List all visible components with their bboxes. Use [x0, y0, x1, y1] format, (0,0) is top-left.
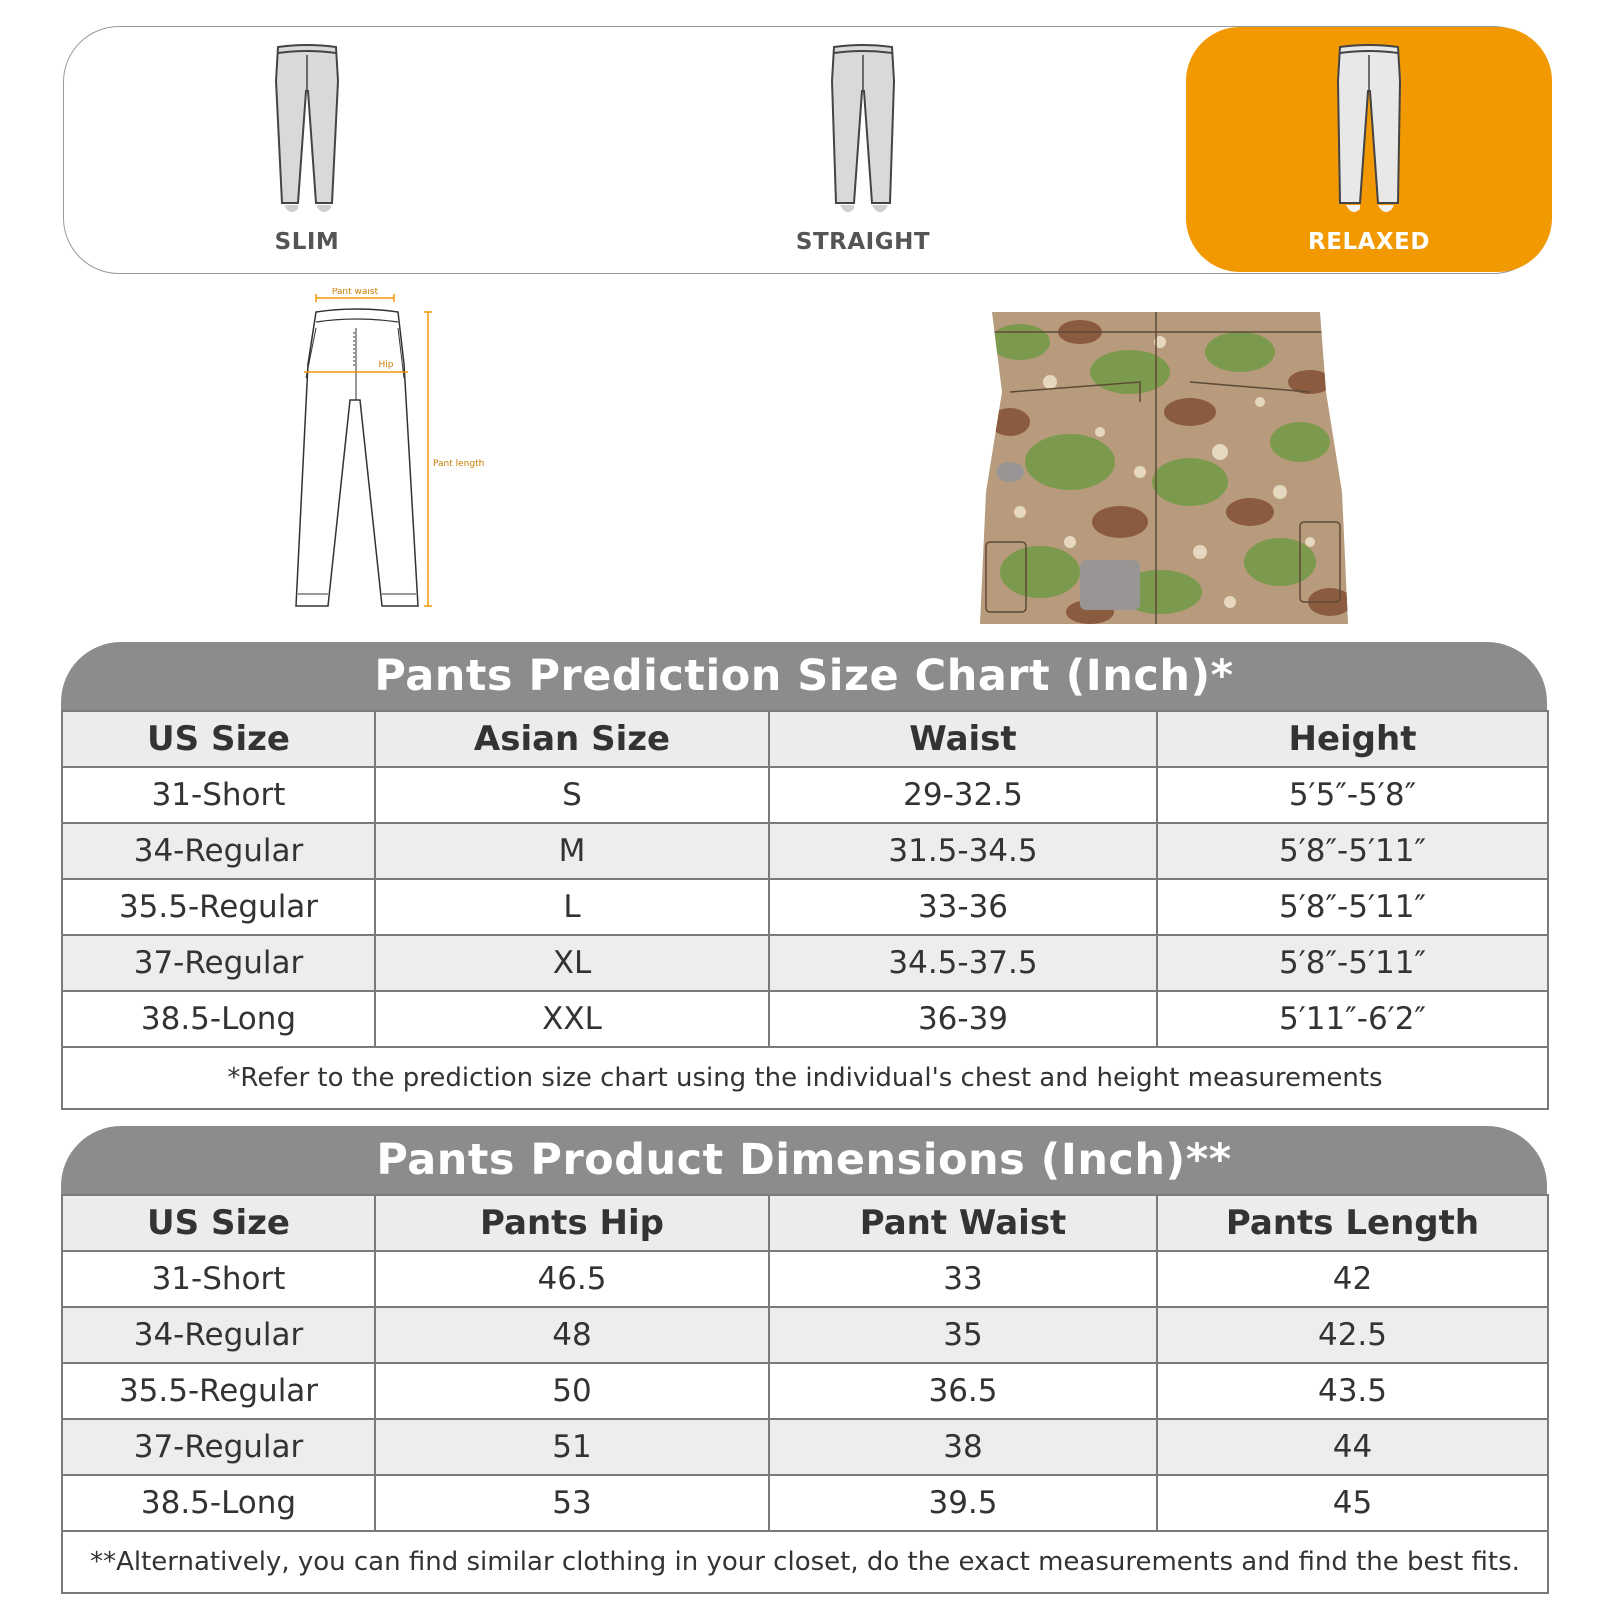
fit-label-slim: SLIM: [274, 229, 340, 255]
fit-option-relaxed[interactable]: [1186, 27, 1552, 272]
cell-height: 5′8″-5′11″: [1157, 935, 1548, 991]
cell-pants-hip: 48: [375, 1307, 769, 1363]
cell-pant-waist: 36.5: [769, 1363, 1157, 1419]
table-row: [62, 1307, 1548, 1363]
cell-pant-waist: 39.5: [769, 1475, 1157, 1531]
cell-asian-size: L: [375, 879, 769, 935]
cell-pants-hip: 46.5: [375, 1251, 769, 1307]
cell-pants-hip: 50: [375, 1363, 769, 1419]
cell-waist: 34.5-37.5: [769, 935, 1157, 991]
dimensions-table-title: Pants Product Dimensions (Inch)**: [61, 1126, 1547, 1194]
table-row: [62, 935, 1548, 991]
fit-label-relaxed: RELAXED: [1308, 229, 1430, 255]
cell-us-size: 34-Regular: [62, 823, 375, 879]
cell-pants-length: 45: [1157, 1475, 1548, 1531]
cell-us-size: 31-Short: [62, 767, 375, 823]
cell-pants-length: 42.5: [1157, 1307, 1548, 1363]
prediction-table-title: Pants Prediction Size Chart (Inch)*: [61, 642, 1547, 710]
table-row: [62, 991, 1548, 1047]
table-row: [62, 1251, 1548, 1307]
cell-us-size: 37-Regular: [62, 935, 375, 991]
cell-pants-hip: 51: [375, 1419, 769, 1475]
fit-selector: [63, 26, 1549, 274]
cell-height: 5′11″-6′2″: [1157, 991, 1548, 1047]
cell-waist: 31.5-34.5: [769, 823, 1157, 879]
cell-us-size: 35.5-Regular: [62, 879, 375, 935]
header-height: Height: [1157, 711, 1548, 767]
table-row: [62, 767, 1548, 823]
cell-pant-waist: 35: [769, 1307, 1157, 1363]
dimensions-table: [61, 1194, 1549, 1594]
cell-waist: 29-32.5: [769, 767, 1157, 823]
cell-asian-size: XL: [375, 935, 769, 991]
cell-us-size: 38.5-Long: [62, 1475, 375, 1531]
prediction-table-note: *Refer to the prediction size chart using the individual's chest and height measurements: [62, 1047, 1548, 1109]
header-pants-hip: Pants Hip: [375, 1195, 769, 1251]
cell-pants-length: 43.5: [1157, 1363, 1548, 1419]
table-row: [62, 1475, 1548, 1531]
table-row: [62, 1363, 1548, 1419]
straight-pants-icon: [828, 41, 898, 221]
cell-pant-waist: 38: [769, 1419, 1157, 1475]
table-row: [62, 879, 1548, 935]
prediction-table: [61, 710, 1549, 1110]
table-row: [62, 1419, 1548, 1475]
table-row: [62, 823, 1548, 879]
measurement-diagram: [290, 288, 520, 624]
relaxed-pants-icon: [1334, 41, 1404, 221]
cell-height: 5′8″-5′11″: [1157, 823, 1548, 879]
header-asian-size: Asian Size: [375, 711, 769, 767]
cell-height: 5′5″-5′8″: [1157, 767, 1548, 823]
cell-pants-hip: 53: [375, 1475, 769, 1531]
cell-pant-waist: 33: [769, 1251, 1157, 1307]
header-us-size: US Size: [62, 711, 375, 767]
dimensions-table-note: **Alternatively, you can find similar clothing in your closet, do the exact measurements and find the best fits.: [62, 1531, 1548, 1593]
header-pant-waist: Pant Waist: [769, 1195, 1157, 1251]
cell-waist: 33-36: [769, 879, 1157, 935]
pant-length-label: Pant length: [433, 459, 485, 469]
table-note-row: [62, 1047, 1548, 1109]
hip-label: Hip: [378, 360, 394, 370]
table-note-row: [62, 1531, 1548, 1593]
pant-waist-label: Pant waist: [331, 288, 379, 297]
table-header-row: [62, 711, 1548, 767]
prediction-size-chart: [61, 642, 1547, 1110]
cell-us-size: 37-Regular: [62, 1419, 375, 1475]
cell-asian-size: XXL: [375, 991, 769, 1047]
fit-option-slim[interactable]: [122, 27, 492, 272]
cell-waist: 36-39: [769, 991, 1157, 1047]
cell-us-size: 31-Short: [62, 1251, 375, 1307]
fit-option-straight[interactable]: [678, 27, 1048, 272]
product-dimensions-chart: [61, 1126, 1547, 1594]
header-pants-length: Pants Length: [1157, 1195, 1548, 1251]
cell-asian-size: M: [375, 823, 769, 879]
cell-us-size: 38.5-Long: [62, 991, 375, 1047]
cell-us-size: 34-Regular: [62, 1307, 375, 1363]
header-waist: Waist: [769, 711, 1157, 767]
cell-asian-size: S: [375, 767, 769, 823]
cell-pants-length: 42: [1157, 1251, 1548, 1307]
slim-pants-icon: [272, 41, 342, 221]
header-us-size: US Size: [62, 1195, 375, 1251]
cell-height: 5′8″-5′11″: [1157, 879, 1548, 935]
fit-label-straight: STRAIGHT: [795, 229, 931, 255]
cell-pants-length: 44: [1157, 1419, 1548, 1475]
cell-us-size: 35.5-Regular: [62, 1363, 375, 1419]
camo-pants-photo: [980, 312, 1366, 624]
table-header-row: [62, 1195, 1548, 1251]
